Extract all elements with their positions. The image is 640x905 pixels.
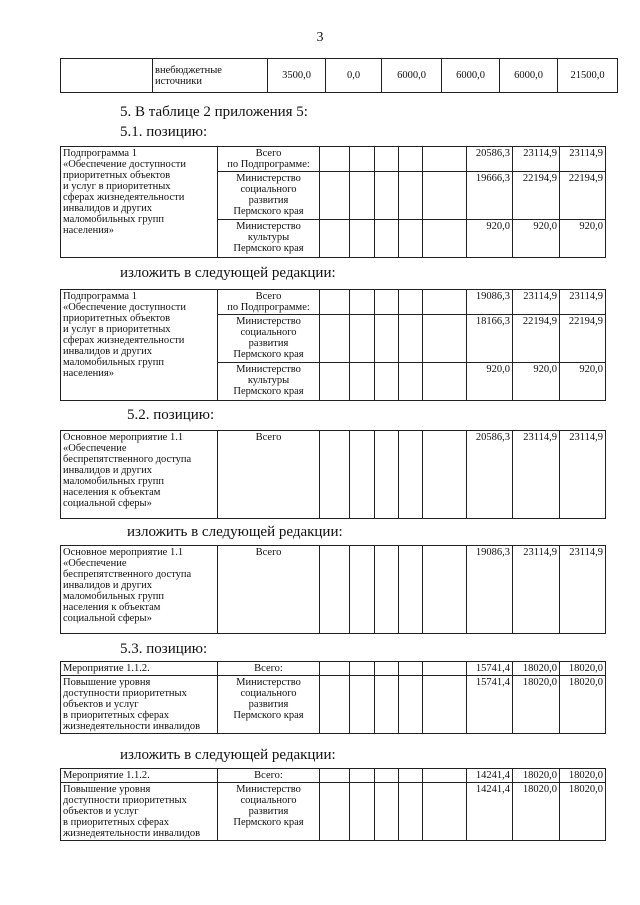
empty-cell (350, 431, 375, 519)
empty-cell (375, 315, 399, 363)
executor-cell: Всего: (218, 769, 320, 783)
value-cell: 20586,3 (467, 147, 513, 172)
empty-cell (375, 676, 399, 734)
value-cell: 6000,0 (382, 59, 442, 93)
value-cell: 22194,9 (560, 172, 606, 220)
empty-cell (61, 59, 153, 93)
value-cell: 18020,0 (513, 662, 560, 676)
replace-heading: изложить в следующей редакции: (120, 265, 336, 281)
empty-cell (350, 769, 375, 783)
value-cell: 3500,0 (268, 59, 326, 93)
executor-cell: Министерство социального развития Пермского края (218, 172, 320, 220)
empty-cell (423, 546, 467, 634)
empty-cell (375, 546, 399, 634)
empty-cell (375, 662, 399, 676)
value-cell: 18020,0 (513, 783, 560, 841)
empty-cell (350, 546, 375, 634)
activity-title-cell: Мероприятие 1.1.2. (61, 769, 218, 783)
empty-cell (423, 431, 467, 519)
value-cell: 920,0 (513, 220, 560, 258)
value-cell: 23114,9 (513, 147, 560, 172)
value-cell: 15741,4 (467, 662, 513, 676)
empty-cell (320, 769, 350, 783)
empty-cell (320, 172, 350, 220)
page-number: 3 (316, 30, 324, 45)
value-cell: 18020,0 (560, 676, 606, 734)
empty-cell (423, 662, 467, 676)
executor-cell: Министерство социального развития Пермского края (218, 783, 320, 841)
empty-cell (423, 769, 467, 783)
empty-cell (399, 315, 423, 363)
value-cell: 920,0 (467, 363, 513, 401)
value-cell: 19666,3 (467, 172, 513, 220)
empty-cell (399, 546, 423, 634)
empty-cell (399, 769, 423, 783)
empty-cell (399, 172, 423, 220)
program-name-cell: Подпрограмма 1 «Обеспечение доступности приоритетных объектов и услуг в приоритетных сферах жизнедеятельности инвалидов и других маломобильных групп населения» (61, 290, 218, 401)
value-cell: 14241,4 (467, 783, 513, 841)
value-cell: 18020,0 (560, 662, 606, 676)
value-cell: 23114,9 (560, 290, 606, 315)
empty-cell (423, 783, 467, 841)
empty-cell (423, 363, 467, 401)
empty-cell (320, 220, 350, 258)
value-cell: 6000,0 (500, 59, 558, 93)
empty-cell (399, 147, 423, 172)
value-cell: 18020,0 (513, 676, 560, 734)
section-heading: 5. В таблице 2 приложения 5: (120, 104, 308, 120)
value-cell: 22194,9 (513, 315, 560, 363)
value-cell: 23114,9 (513, 546, 560, 634)
value-cell: 920,0 (560, 363, 606, 401)
empty-cell (350, 220, 375, 258)
position-table-5-2-current (60, 430, 606, 519)
executor-cell: Министерство социального развития Пермского края (218, 315, 320, 363)
empty-cell (320, 363, 350, 401)
empty-cell (350, 363, 375, 401)
value-cell: 19086,3 (467, 546, 513, 634)
empty-cell (350, 315, 375, 363)
empty-cell (320, 662, 350, 676)
empty-cell (350, 662, 375, 676)
value-cell: 22194,9 (513, 172, 560, 220)
empty-cell (350, 147, 375, 172)
empty-cell (350, 172, 375, 220)
empty-cell (320, 546, 350, 634)
empty-cell (423, 172, 467, 220)
position-table-5-2-new (60, 545, 606, 634)
subsection-heading: 5.1. позицию: (120, 124, 208, 140)
executor-cell: Всего (218, 431, 320, 519)
empty-cell (320, 431, 350, 519)
value-cell: 0,0 (326, 59, 382, 93)
value-cell: 920,0 (467, 220, 513, 258)
value-cell: 15741,4 (467, 676, 513, 734)
executor-cell: Всего по Подпрограмме: (218, 147, 320, 172)
activity-title-cell: Мероприятие 1.1.2. (61, 662, 218, 676)
empty-cell (320, 783, 350, 841)
empty-cell (375, 363, 399, 401)
value-cell: 18166,3 (467, 315, 513, 363)
position-table-5-3-new (60, 768, 606, 841)
replace-heading: изложить в следующей редакции: (127, 524, 343, 540)
executor-cell: Всего: (218, 662, 320, 676)
value-cell: 22194,9 (560, 315, 606, 363)
empty-cell (423, 290, 467, 315)
program-name-cell: Подпрограмма 1 «Обеспечение доступности приоритетных объектов и услуг в приоритетных сферах жизнедеятельности инвалидов и других маломобильных групп населения» (61, 147, 218, 258)
value-cell: 20586,3 (467, 431, 513, 519)
position-table-5-3-current (60, 661, 606, 734)
empty-cell (375, 431, 399, 519)
executor-cell: Всего (218, 546, 320, 634)
empty-cell (399, 363, 423, 401)
empty-cell (320, 147, 350, 172)
value-cell: 920,0 (513, 363, 560, 401)
executor-cell: Министерство культуры Пермского края (218, 220, 320, 258)
replace-heading: изложить в следующей редакции: (120, 747, 336, 763)
empty-cell (320, 290, 350, 315)
executor-cell: Всего по Подпрограмме: (218, 290, 320, 315)
activity-name-cell: Основное мероприятие 1.1 «Обеспечение беспрепятственного доступа инвалидов и других маломобильных групп населения к объектам социальной сферы» (61, 546, 218, 634)
value-cell: 19086,3 (467, 290, 513, 315)
empty-cell (423, 676, 467, 734)
empty-cell (350, 676, 375, 734)
empty-cell (350, 783, 375, 841)
value-cell: 920,0 (560, 220, 606, 258)
empty-cell (375, 290, 399, 315)
empty-cell (375, 769, 399, 783)
value-cell: 18020,0 (560, 769, 606, 783)
value-cell: 23114,9 (560, 431, 606, 519)
empty-cell (399, 676, 423, 734)
empty-cell (320, 676, 350, 734)
empty-cell (399, 783, 423, 841)
activity-name-cell: Повышение уровня доступности приоритетных объектов и услуг в приоритетных сферах жизнедеятельности инвалидов (61, 783, 218, 841)
empty-cell (423, 220, 467, 258)
value-cell: 14241,4 (467, 769, 513, 783)
value-cell: 6000,0 (442, 59, 500, 93)
empty-cell (399, 662, 423, 676)
empty-cell (399, 290, 423, 315)
empty-cell (375, 783, 399, 841)
subsection-heading: 5.2. позицию: (127, 407, 215, 423)
empty-cell (399, 431, 423, 519)
executor-cell: Министерство культуры Пермского края (218, 363, 320, 401)
value-cell: 18020,0 (513, 769, 560, 783)
value-cell: 23114,9 (560, 546, 606, 634)
value-cell: 23114,9 (513, 290, 560, 315)
empty-cell (423, 315, 467, 363)
activity-name-cell: Повышение уровня доступности приоритетных объектов и услуг в приоритетных сферах жизнедеятельности инвалидов (61, 676, 218, 734)
empty-cell (320, 315, 350, 363)
empty-cell (399, 220, 423, 258)
value-cell: 18020,0 (560, 783, 606, 841)
empty-cell (375, 172, 399, 220)
empty-cell (375, 220, 399, 258)
funding-source-cell: внебюджетные источники (153, 59, 268, 93)
position-table-5-1-current (60, 146, 606, 258)
executor-cell: Министерство социального развития Пермского края (218, 676, 320, 734)
activity-name-cell: Основное мероприятие 1.1 «Обеспечение беспрепятственного доступа инвалидов и других маломобильных групп населения к объектам социальной сферы» (61, 431, 218, 519)
value-cell: 23114,9 (513, 431, 560, 519)
continuation-table (60, 58, 618, 93)
subsection-heading: 5.3. позицию: (120, 641, 208, 657)
empty-cell (375, 147, 399, 172)
value-cell: 23114,9 (560, 147, 606, 172)
empty-cell (350, 290, 375, 315)
position-table-5-1-new (60, 289, 606, 401)
empty-cell (423, 147, 467, 172)
value-cell: 21500,0 (558, 59, 618, 93)
